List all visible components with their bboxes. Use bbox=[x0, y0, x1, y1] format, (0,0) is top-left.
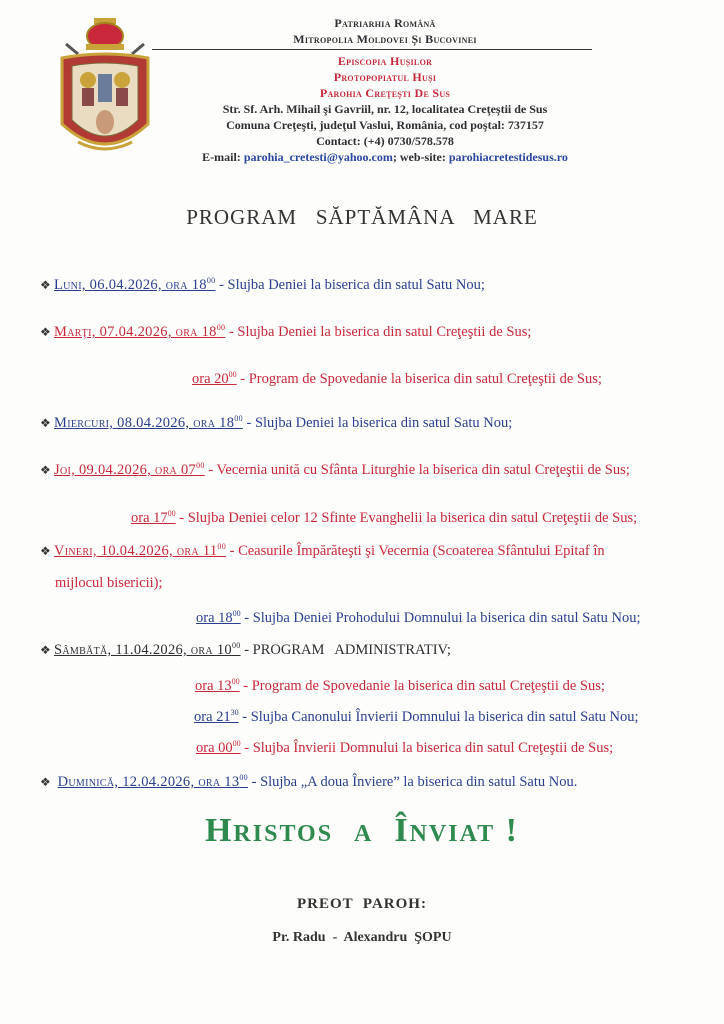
schedule-day: Vineri, 10.04.2026, ora $11^{00}$ bbox=[54, 542, 226, 559]
schedule-text: - Ceasurile Împărăteşti şi Vecernia (Scoaterea Sfântului Epitaf în bbox=[226, 543, 605, 559]
header-diocese: Episcopia Hușilor bbox=[337, 54, 433, 68]
schedule-row-monday bbox=[40, 276, 485, 294]
bullet-icon: ❖ bbox=[40, 544, 51, 558]
diocese-crest-icon bbox=[58, 14, 152, 164]
schedule-day: Duminică, 12.04.2026, ora $13^{00}$ bbox=[57, 773, 248, 790]
schedule-text: - PROGRAM ADMINISTRATIV; bbox=[240, 642, 451, 658]
schedule-time: ora $00^{00}$ bbox=[196, 739, 241, 756]
schedule-day: Marţi, 07.04.2026, ora $18^{00}$ bbox=[54, 323, 226, 340]
page-title: PROGRAM SĂPTĂMÂNA MARE bbox=[186, 205, 538, 229]
schedule-day: Luni, 06.04.2026, ora $18^{00}$ bbox=[54, 276, 216, 293]
header-address-commune: Comuna Creţeşti, judeţul Vaslui, România, cod poştal: 737157 bbox=[226, 118, 544, 132]
website-link[interactable]: parohiacretestidesus.ro bbox=[448, 150, 568, 164]
schedule-text: - Slujba „A doua Înviere” la biserica din satul Satu Nou. bbox=[247, 774, 578, 790]
schedule-row-tuesday-evening bbox=[192, 370, 602, 388]
schedule-text: - Program de Spovedanie la biserica din satul Creţeştii de Sus; bbox=[236, 371, 602, 387]
schedule-text: - Slujba Deniei la biserica din satul Creţeştii de Sus; bbox=[225, 324, 532, 340]
schedule-row-friday-continued bbox=[55, 575, 163, 592]
bullet-icon: ❖ bbox=[40, 463, 51, 477]
bullet-icon: ❖ bbox=[40, 278, 51, 292]
schedule-text: - Slujba Învierii Domnului la biserica din satul Creţeştii de Sus; bbox=[240, 740, 614, 756]
schedule-row-friday-evening bbox=[196, 609, 641, 627]
header-email-web bbox=[160, 150, 610, 165]
header-patriarchate: Patriarhia Română bbox=[334, 16, 436, 30]
schedule-text: - Slujba Deniei Prohodului Domnului la biserica din satul Satu Nou; bbox=[240, 610, 641, 626]
schedule-text: - Slujba Deniei la biserica din satul Satu Nou; bbox=[242, 415, 513, 431]
schedule-time: ora $20^{00}$ bbox=[192, 370, 237, 387]
schedule-row-saturday bbox=[40, 641, 451, 659]
header-metropolis: Mitropolia Moldovei Și Bucovinei bbox=[293, 32, 477, 46]
header-contact: Contact: (+4) 0730/578.578 bbox=[316, 134, 454, 148]
bullet-icon: ❖ bbox=[40, 775, 51, 789]
schedule-text: - Slujba Canonului Învierii Domnului la biserica din satul Satu Nou; bbox=[238, 709, 639, 725]
schedule-row-saturday-confession bbox=[195, 677, 605, 695]
easter-greeting: Hristos a Înviat ! bbox=[204, 812, 519, 849]
schedule-time: ora $13^{00}$ bbox=[195, 677, 240, 694]
schedule-day: Joi, 09.04.2026, ora $07^{00}$ bbox=[54, 461, 205, 478]
header-deanery: Protopopiatul Huși bbox=[333, 70, 437, 84]
schedule-time: ora $21^{30}$ bbox=[194, 708, 239, 725]
header-address-street: Str. Sf. Arh. Mihail şi Gavriil, nr. 12, localitatea Creţeştii de Sus bbox=[222, 102, 548, 116]
bullet-icon: ❖ bbox=[40, 643, 51, 657]
header-divider bbox=[152, 49, 592, 50]
bullet-icon: ❖ bbox=[40, 325, 51, 339]
signature-name: Pr. Radu - Alexandru ŞOPU bbox=[272, 930, 452, 945]
schedule-row-tuesday bbox=[40, 323, 531, 341]
schedule-row-wednesday bbox=[40, 414, 512, 432]
schedule-time: ora $17^{00}$ bbox=[131, 509, 176, 526]
schedule-row-resurrection bbox=[196, 739, 613, 757]
header-parish: Parohia Creţeşti De Sus bbox=[319, 86, 451, 100]
schedule-text: - Slujba Deniei la biserica din satul Satu Nou; bbox=[215, 277, 485, 293]
schedule-row-sunday bbox=[40, 773, 577, 791]
web-label: ; web-site: bbox=[392, 150, 449, 164]
schedule-row-thursday-evening bbox=[131, 509, 637, 527]
email-link[interactable]: parohia_cretesti@yahoo.com bbox=[243, 150, 393, 164]
schedule-text: - Vecernia unită cu Sfânta Liturghie la biserica din satul Creţeştii de Sus; bbox=[204, 462, 630, 478]
schedule-text: - Slujba Deniei celor 12 Sfinte Evanghelii la biserica din satul Creţeştii de Sus; bbox=[175, 510, 638, 526]
schedule-row-thursday bbox=[40, 461, 630, 479]
schedule-day: Miercuri, 08.04.2026, ora $18^{00}$ bbox=[54, 414, 243, 431]
schedule-row-saturday-canon bbox=[194, 708, 639, 726]
schedule-text: mijlocul bisericii); bbox=[55, 575, 163, 591]
schedule-day: Sâmbătă, 11.04.2026, ora $10^{00}$ bbox=[54, 641, 241, 658]
schedule-time: ora $18^{00}$ bbox=[196, 609, 241, 626]
email-label: E-mail: bbox=[202, 150, 244, 164]
signature-title: PREOT PAROH: bbox=[297, 896, 427, 912]
bullet-icon: ❖ bbox=[40, 416, 51, 430]
schedule-row-friday bbox=[40, 542, 605, 560]
schedule-text: - Program de Spovedanie la biserica din satul Creţeştii de Sus; bbox=[239, 678, 605, 694]
